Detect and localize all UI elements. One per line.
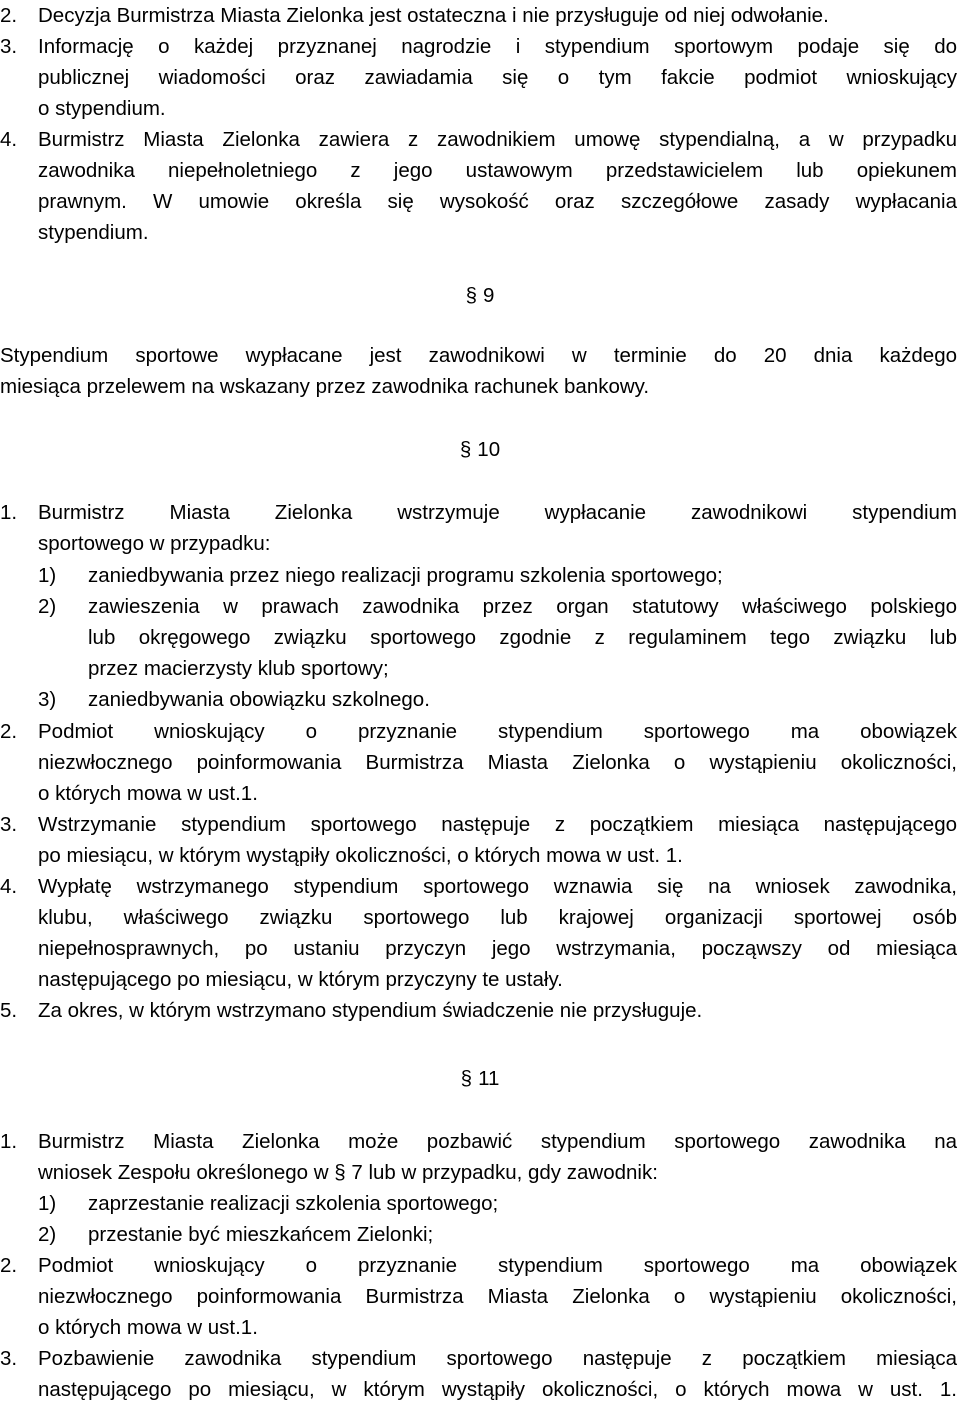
item-text: Burmistrz Miasta Zielonka może pozbawić stypendium sportowego zawodnika na xyxy=(38,1130,957,1153)
item-text: zawieszenia w prawach zawodnika przez organ statutowy właściwego polskiego xyxy=(88,595,957,618)
section-heading xyxy=(0,434,960,466)
list-item xyxy=(0,497,957,529)
text-line: prawnym. W umowie określa się wysokość oraz szczegółowe zasady wypłacania xyxy=(38,190,957,213)
list-item xyxy=(0,684,957,716)
list-item xyxy=(0,809,957,841)
item-number: 3. xyxy=(0,1347,18,1370)
text-line: po miesiącu, w którym wystąpiły okoliczności, o których mowa w ust. 1. xyxy=(38,844,683,867)
text-line: niezwłocznego poinformowania Burmistrza Miasta Zielonka o wystąpieniu okoliczności, xyxy=(38,751,957,774)
list-item xyxy=(0,1219,957,1251)
list-item xyxy=(0,871,957,903)
text-line: o których mowa w ust.1. xyxy=(38,782,258,805)
item-number: 4. xyxy=(0,128,18,151)
item-text: Podmiot wnioskujący o przyznanie stypendium sportowego ma obowiązek xyxy=(38,1254,957,1277)
text-line: publicznej wiadomości oraz zawiadamia się o tym fakcie podmiot wnioskujący xyxy=(38,66,957,89)
item-number: 2. xyxy=(0,1254,18,1277)
text-line: o stypendium. xyxy=(38,97,166,120)
item-number: 3. xyxy=(0,813,18,836)
item-text: Wstrzymanie stypendium sportowego następuje z początkiem miesiąca następującego xyxy=(38,813,957,836)
item-text: Podmiot wnioskujący o przyznanie stypendium sportowego ma obowiązek xyxy=(38,720,957,743)
text-line: sportowego w przypadku: xyxy=(38,532,271,555)
item-text: Burmistrz Miasta Zielonka zawiera z zawodnikiem umowę stypendialną, a w przypadku xyxy=(38,128,957,151)
section-number: 10 xyxy=(477,438,501,461)
text-line: o których mowa w ust.1. xyxy=(38,1316,258,1339)
item-number: 2) xyxy=(38,595,57,618)
item-text: Pozbawienie zawodnika stypendium sportowego następuje z początkiem miesiąca xyxy=(38,1347,957,1370)
text-line: następującego po miesiącu, w którym przyczyny te ustały. xyxy=(38,968,563,991)
list-item xyxy=(0,716,957,748)
list-item xyxy=(0,31,957,63)
section-number: 9 xyxy=(483,284,495,307)
section-heading xyxy=(0,1063,960,1095)
item-text: przestanie być mieszkańcem Zielonki; xyxy=(88,1223,434,1246)
text-line: następującego po miesiącu, w którym wystąpiły okoliczności, o których mowa w ust. 1. xyxy=(38,1378,957,1401)
item-text: Wypłatę wstrzymanego stypendium sportowego wznawia się na wniosek zawodnika, xyxy=(38,875,957,898)
item-number: 2. xyxy=(0,720,18,743)
item-number: 5. xyxy=(0,999,18,1022)
item-number: 4. xyxy=(0,875,18,898)
text-line: zawodnika niepełnoletniego z jego ustawowym przedstawicielem lub opiekunem xyxy=(38,159,957,182)
item-number: 2. xyxy=(0,4,18,27)
list-item xyxy=(0,1250,957,1282)
section-symbol: § xyxy=(460,1067,473,1090)
item-text: zaniedbywania obowiązku szkolnego. xyxy=(88,688,430,711)
item-text: Burmistrz Miasta Zielonka wstrzymuje wypłacanie zawodnikowi stypendium xyxy=(38,501,957,524)
item-number: 2) xyxy=(38,1223,57,1246)
list-item xyxy=(0,1343,957,1375)
list-item xyxy=(0,1188,957,1220)
item-text: zaniedbywania przez niego realizacji programu szkolenia sportowego; xyxy=(88,564,723,587)
item-number: 1. xyxy=(0,1130,18,1153)
section-heading xyxy=(0,280,960,312)
item-number: 1. xyxy=(0,501,18,524)
list-item xyxy=(0,560,957,592)
text-line: przez macierzysty klub sportowy; xyxy=(88,657,389,680)
item-text: zaprzestanie realizacji szkolenia sportowego; xyxy=(88,1192,499,1215)
list-item xyxy=(0,995,957,1027)
text-line: niezwłocznego poinformowania Burmistrza Miasta Zielonka o wystąpieniu okoliczności, xyxy=(38,1285,957,1308)
item-text: Decyzja Burmistrza Miasta Zielonka jest ostateczna i nie przysługuje od niej odwołanie. xyxy=(38,4,829,27)
list-item xyxy=(0,591,957,623)
text-line: stypendium. xyxy=(38,221,149,244)
text-line: Stypendium sportowe wypłacane jest zawodnikowi w terminie do 20 dnia każdego xyxy=(0,344,957,367)
text-line: miesiąca przelewem na wskazany przez zawodnika rachunek bankowy. xyxy=(0,375,650,398)
text-line: wniosek Zespołu określonego w § 7 lub w przypadku, gdy zawodnik: xyxy=(38,1161,658,1184)
item-number: 1) xyxy=(38,564,57,587)
section-symbol: § xyxy=(465,284,477,307)
item-number: 3. xyxy=(0,35,18,58)
item-number: 1) xyxy=(38,1192,57,1215)
text-line: lub okręgowego związku sportowego zgodnie z regulaminem tego związku lub xyxy=(88,626,957,649)
item-text: Za okres, w którym wstrzymano stypendium świadczenie nie przysługuje. xyxy=(38,999,703,1022)
list-item xyxy=(0,124,957,156)
section-symbol: § xyxy=(459,438,472,461)
section-number: 11 xyxy=(478,1067,500,1090)
item-number: 3) xyxy=(38,688,57,711)
item-text: Informację o każdej przyznanej nagrodzie i stypendium sportowym podaje się do xyxy=(38,35,957,58)
text-line: klubu, właściwego związku sportowego lub krajowej organizacji sportowej osób xyxy=(38,906,957,929)
list-item xyxy=(0,0,957,32)
list-item xyxy=(0,1126,957,1158)
text-line: niepełnosprawnych, po ustaniu przyczyn jego wstrzymania, począwszy od miesiąca xyxy=(38,937,957,960)
